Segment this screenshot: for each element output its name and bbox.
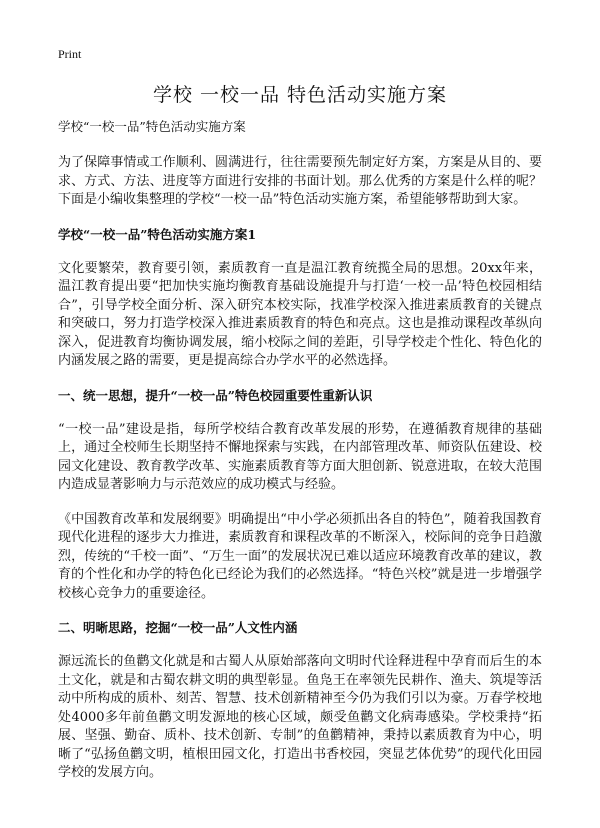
section-2-paragraph-1: 源远流长的鱼鹳文化就是和古蜀人从原始部落向文明时代诠释进程中孕育而后生的本土文化，就是和古蜀农耕文明的典型彰显。鱼凫王在率领先民耕作、渔夫、筑堤等活动中所构成的质朴、刻苦、智慧、技术创新精神至今仍为我们引以为豪。万春学校地处4000多年前鱼鹳文明发源地的核心区域，颇受鱼鹳文化病毒感染。学校秉持“拓展、坚强、勤奋、质朴、技术创新、专制”的鱼鹳精神，秉持以素质教育为中心，明晰了“弘扬鱼鹳文明，植根田园文化，打造出书香校园，突显艺体优势”的现代化田园学校的发展方向。 (58, 654, 542, 780)
section-heading-1: 一、统一思想，提升“一校一品”特色校园重要性重新认识 (58, 387, 373, 403)
document-subtitle: 学校“一校一品”特色活动实施方案 (58, 119, 246, 134)
section-heading-2: 二、明晰思路，挖掘“一校一品”人文性内涵 (58, 620, 298, 635)
document-title: 学校 一校一品 特色活动实施方案 (152, 84, 448, 106)
plan-1-paragraph: 文化要繁荣，教育要引领，素质教育一直是温江教育统揽全局的思想。20xx年来，温江教育提出要“把加快实施均衡教育基础设施提升与打造‘一校一品’特色校园相结合”，引导学校全面分析、深入研究本校实际，找准学校深入推进素质教育的关键点和突破口，努力打造学校深入推进素质教育的特色和亮点。这也是推动课程改革纵向深入，促进教育均衡协调发展，缩小校际之间的差距，引导学校走个性化、特色化的内涵发展之路的需要，更是提高综合办学水平的必然选择。 (58, 260, 542, 368)
intro-paragraph: 为了保障事情或工作顺利、圆满进行，往往需要预先制定好方案，方案是从目的、要求、方式、方法、进度等方面进行安排的书面计划。那么优秀的方案是什么样的呢？下面是小编收集整理的学校“一校一品”特色活动实施方案，希望能够帮助到大家。 (58, 155, 542, 207)
section-heading-plan-1: 学校“一校一品”特色活动实施方案1 (58, 226, 257, 242)
print-label: Print (58, 47, 82, 61)
section-1-paragraph-2: 《中国教育改革和发展纲要》明确提出“中小学必须抓出各自的特色”，随着我国教育现代化进程的逐步大力推进，素质教育和课程改革的不断深入，校际间的竞争日趋激烈，传统的“千校一面”、“万生一面”的发展状况已难以适应环境教育改革的建议，教育的个性化和办学的特色化已经论为我们的必然选择。“特色兴校”就是进一步增强学校核心竞争力的重要途径。 (58, 511, 542, 601)
section-1-paragraph-1: “一校一品”建设是指，每所学校结合教育改革发展的形势，在遵循教育规律的基础上，通过全校师生长期坚持不懈地探索与实践，在内部管理改革、师资队伍建设、校园文化建设、教育教学改革、实施素质教育等方面大胆创新、锐意进取，在较大范围内造成显著影响力与示范效应的成功模式与经验。 (58, 421, 542, 492)
document-body (58, 118, 542, 799)
